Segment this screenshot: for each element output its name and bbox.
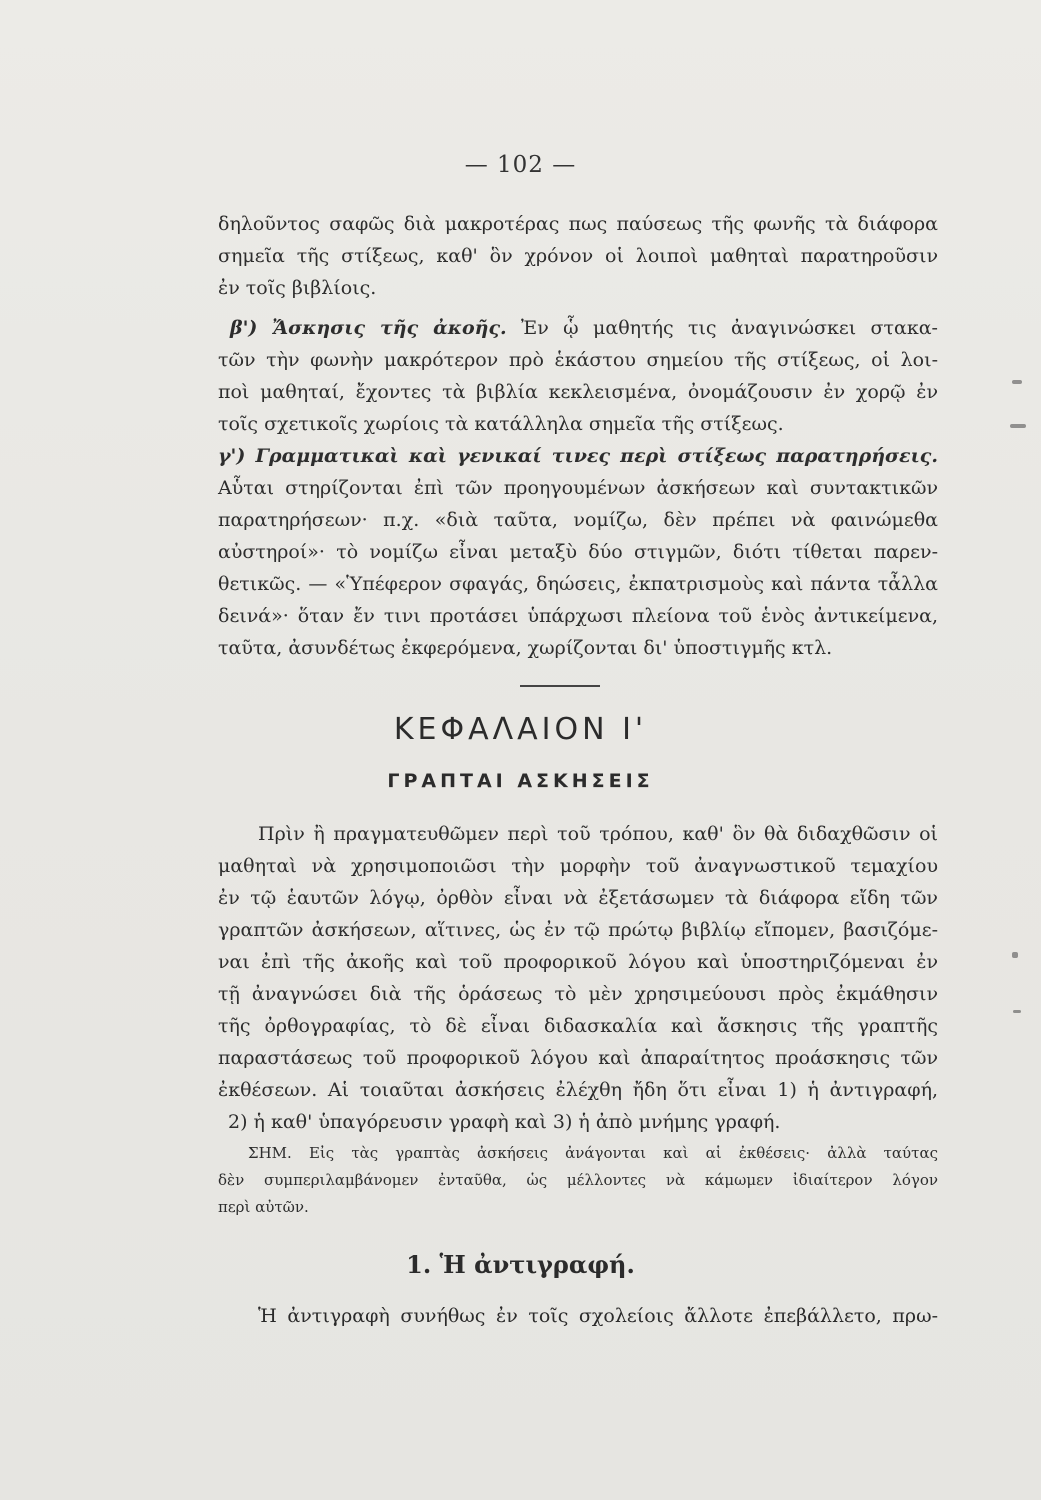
final-line: Ἡ ἀντιγραφὴ συνήθως ἐν τοῖς σχολείοις ἄλλοτε ἐπεβάλλετο, πρω-	[258, 1305, 938, 1327]
text-line: ἐν τῷ ἑαυτῶν λόγῳ, ὀρθὸν εἶναι νὰ ἐξετάσωμεν τὰ διάφορα εἴδη τῶν	[218, 887, 938, 909]
chapter-divider-rule	[520, 685, 600, 687]
text-line: δηλοῦντος σαφῶς διὰ μακροτέρας πως παύσεως τῆς φωνῆς τὰ διάφορα	[218, 213, 938, 235]
text-line: θετικῶς. — «Ὑπέφερον σφαγάς, δηώσεις, ἐκπατρισμοὺς καὶ πάντα τἆλλα	[218, 573, 938, 595]
text-line: ἐν τοῖς βιβλίοις.	[218, 277, 377, 299]
section-heading-beta: β') Ἄσκησις τῆς ἀκοῆς.	[230, 317, 507, 339]
note-line: περὶ αὐτῶν.	[218, 1198, 309, 1216]
text-line: ναι ἐπὶ τῆς ἀκοῆς καὶ τοῦ προφορικοῦ λόγου καὶ ὑποστηριζόμεναι ἐν	[218, 951, 938, 973]
note-line: ΣΗΜ. Εἰς τὰς γραπτὰς ἀσκήσεις ἀνάγονται καὶ αἱ ἐκθέσεις· ἀλλὰ ταύτας	[248, 1144, 938, 1162]
section-title: 1. Ἡ ἀντιγραφή.	[406, 1250, 635, 1279]
text-line: αὐστηροί»· τὸ νομίζω εἶναι μεταξὺ δύο στιγμῶν, διότι τίθεται παρεν-	[218, 541, 938, 563]
text-line: Αὗται στηρίζονται ἐπὶ τῶν προηγουμένων ἀσκήσεων καὶ συντακτικῶν	[218, 477, 938, 499]
margin-mark	[1010, 424, 1026, 428]
text-line: παρατηρήσεων· π.χ. «διὰ ταῦτα, νομίζω, δὲν πρέπει νὰ φαινώμεθα	[218, 509, 938, 531]
text-line: ταῦτα, ἀσυνδέτως ἐκφερόμενα, χωρίζονται δι' ὑποστιγμῆς κτλ.	[218, 637, 833, 659]
text-line: 2) ἡ καθ' ὑπαγόρευσιν γραφὴ καὶ 3) ἡ ἀπὸ μνήμης γραφή.	[228, 1111, 781, 1133]
text-line: Πρὶν ἢ πραγματευθῶμεν περὶ τοῦ τρόπου, καθ' ὃν θὰ διδαχθῶσιν οἱ	[258, 823, 938, 845]
text-line: σημεῖα τῆς στίξεως, καθ' ὃν χρόνον οἱ λοιποὶ μαθηταὶ παρατηροῦσιν	[218, 245, 938, 267]
text-line: τῇ ἀναγνώσει διὰ τῆς ὁράσεως τὸ μὲν χρησιμεύουσι πρὸς ἐκμάθησιν	[218, 983, 938, 1005]
margin-mark	[1012, 380, 1022, 384]
margin-mark	[1013, 1010, 1021, 1013]
footnote	[218, 1140, 938, 1221]
chapter-title: ΚΕΦΑΛΑΙΟΝ Ι'	[393, 712, 648, 747]
text-line	[218, 312, 938, 344]
paragraph-3	[218, 440, 938, 664]
text-line: παραστάσεως τοῦ προφορικοῦ λόγου καὶ ἀπαραίτητος προάσκησις τῶν	[218, 1047, 938, 1069]
text-line: ἐκθέσεων. Αἱ τοιαῦται ἀσκήσεις ἐλέχθη ἤδη ὅτι εἶναι 1) ἡ ἀντιγραφή,	[218, 1079, 938, 1101]
chapter-subtitle: ΓΡΑΠΤΑΙ ΑΣΚΗΣΕΙΣ	[387, 770, 654, 792]
text-line: γραπτῶν ἀσκήσεων, αἵτινες, ὡς ἐν τῷ πρώτῳ βιβλίῳ εἴπομεν, βασιζόμε-	[218, 919, 938, 941]
text-line: τῶν τὴν φωνὴν μακρότερον πρὸ ἑκάστου σημείου τῆς στίξεως, οἱ λοι-	[218, 349, 938, 371]
paragraph-4	[218, 818, 938, 1138]
paragraph-2	[218, 312, 938, 440]
text-fragment: Ἐν ᾧ μαθητής τις ἀναγινώσκει στακα-	[521, 317, 938, 339]
section-heading-gamma: γ') Γραμματικαὶ καὶ γενικαί τινες περὶ στίξεως παρατηρήσεις.	[218, 445, 938, 467]
margin-mark	[1012, 952, 1018, 958]
note-line: δὲν συμπεριλαμβάνομεν ἐνταῦθα, ὡς μέλλοντες νὰ κάμωμεν ἰδιαίτερον λόγον	[218, 1171, 938, 1189]
paragraph-1	[218, 208, 938, 304]
text-line: τοῖς σχετικοῖς χωρίοις τὰ κατάλληλα σημεῖα τῆς στίξεως.	[218, 413, 784, 435]
text-line: μαθηταὶ νὰ χρησιμοποιῶσι τὴν μορφὴν τοῦ ἀναγνωστικοῦ τεμαχίου	[218, 855, 938, 877]
page-number: — 102 —	[464, 152, 577, 178]
text-line: τῆς ὀρθογραφίας, τὸ δὲ εἶναι διδασκαλία καὶ ἄσκησις τῆς γραπτῆς	[218, 1015, 938, 1037]
text-line: ποὶ μαθηταί, ἔχοντες τὰ βιβλία κεκλεισμένα, ὀνομάζουσιν ἐν χορῷ ἐν	[218, 381, 938, 403]
text-line: δεινά»· ὅταν ἔν τινι προτάσει ὑπάρχωσι πλείονα τοῦ ἑνὸς ἀντικείμενα,	[218, 605, 938, 627]
